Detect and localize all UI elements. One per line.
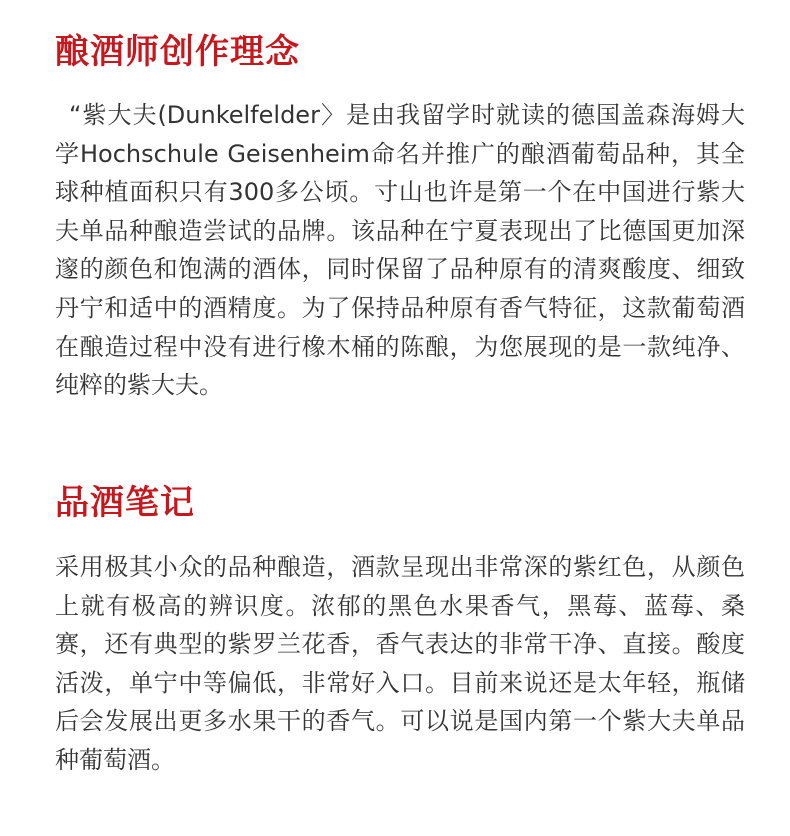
winemaker-concept-text: “紫大夫(Dunkelfelder〉是由我留学时就读的德国盖森海姆大学Hochschule Geisenheim命名并推广的酿酒葡萄品种，其全球种植面积只有300多公顷。寸山也许是第一个在中国进行紫大夫单品种酿造尝试的品牌。该品种在宁夏表现出了比德国更加深邃的颜色和饱满的酒体，同时保留了品种原有的清爽酸度、细致丹宁和适中的酒精度。为了保持品种原有香气特征，这款葡萄酒在酿造过程中没有进行橡木桶的陈酿，为您展现的是一款纯净、纯粹的紫大夫。: [55, 101, 745, 400]
winemaker-concept-section: [55, 28, 745, 405]
tasting-notes-heading: 品酒笔记: [55, 483, 195, 523]
tasting-notes-section: [55, 479, 745, 780]
winemaker-concept-heading: 酿酒师创作理念: [55, 32, 300, 72]
tasting-notes-text: 采用极其小众的品种酿造，酒款呈现出非常深的紫红色，从颜色上就有极高的辨识度。浓郁的黑色水果香气，黑莓、蓝莓、桑赛，还有典型的紫罗兰花香，香气表达的非常干净、直接。酸度活泼，单宁中等偏低，非常好入口。目前来说还是太年轻，瓶储后会发展出更多水果干的香气。可以说是国内第一个紫大夫单品种葡萄酒。: [55, 553, 745, 774]
